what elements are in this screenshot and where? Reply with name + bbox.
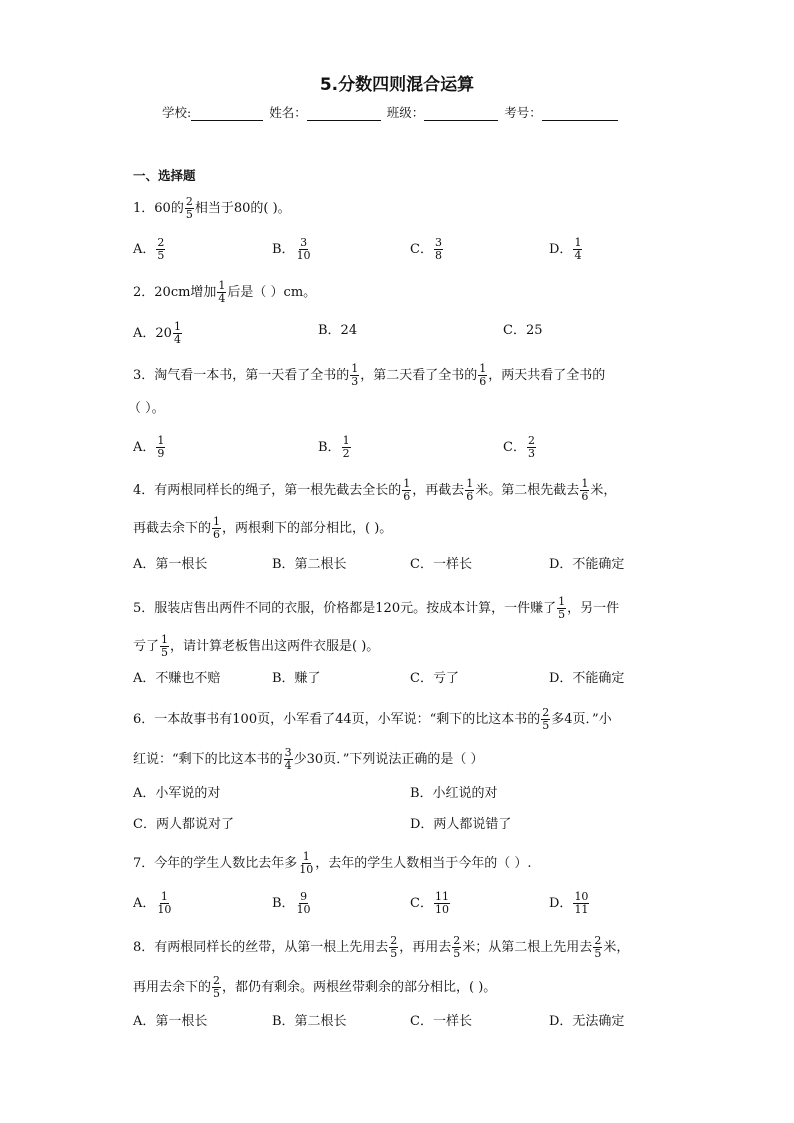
- q6-option-d[interactable]: D．两人都说错了: [410, 817, 512, 832]
- question-3-cont: （ ）。: [128, 401, 165, 416]
- q8-option-a[interactable]: A．第一根长: [133, 1014, 208, 1029]
- exam-no-label: 考号：: [504, 105, 542, 120]
- school-blank[interactable]: [191, 108, 263, 121]
- name-label: 姓名：: [269, 105, 307, 120]
- q1-option-c[interactable]: C． $\frac{3}{8}$: [410, 236, 442, 262]
- fraction: $\frac{1}{5}$: [558, 595, 566, 621]
- question-1: [133, 196, 291, 221]
- fraction: $\frac{2}{5}$: [185, 195, 193, 221]
- q7-option-c[interactable]: C． $\frac{11}{10}$: [410, 890, 449, 916]
- fraction: $\frac{2}{5}$: [594, 934, 602, 960]
- q5-option-b[interactable]: B．赚了: [272, 671, 321, 686]
- q6-option-a[interactable]: A．小军说的对: [133, 786, 221, 801]
- q4-option-c[interactable]: C．一样长: [410, 557, 472, 572]
- q7-option-a[interactable]: A． $\frac{1}{10}$: [133, 890, 172, 916]
- fraction: $\frac{1}{6}$: [466, 477, 474, 503]
- school-label: 学校:: [162, 105, 192, 120]
- name-blank[interactable]: [307, 108, 381, 121]
- fraction: $\frac{1}{4}$: [218, 279, 226, 305]
- q1-text: 1．60的: [133, 201, 184, 216]
- question-5: 5．服装店售出两件不同的衣服，价格都是120元。按成本计算，一件赚了 $\frac{1}{5}$ ，另一件: [133, 595, 620, 621]
- q2-option-c[interactable]: C．25: [503, 323, 543, 338]
- q1-option-d[interactable]: D． $\frac{1}{4}$: [549, 236, 582, 262]
- q5-option-a[interactable]: A．不赚也不赔: [133, 671, 221, 686]
- q3-option-b[interactable]: B． $\frac{1}{2}$: [318, 434, 350, 460]
- q7-option-d[interactable]: D． $\frac{10}{11}$: [549, 890, 589, 916]
- question-2: [133, 280, 316, 305]
- q1-text: 相当于80的( )。: [194, 201, 291, 216]
- question-4-cont: 再截去余下的 $\frac{1}{6}$ ，两根剩下的部分相比，( )。: [133, 515, 393, 541]
- page-title: 5.分数四则混合运算: [319, 75, 475, 95]
- question-4: 4．有两根同样长的绳子，第一根先截去全长的 $\frac{1}{6}$ ，再截去 $\frac{1}{6}$ 米。第二根先截去 $\frac{1}{6}$ 米，: [133, 477, 617, 503]
- q4-option-a[interactable]: A．第一根长: [133, 557, 208, 572]
- student-info-bar: [162, 103, 620, 121]
- q1-option-a[interactable]: A． $\frac{2}{5}$: [133, 236, 165, 262]
- class-label: 班级：: [386, 105, 425, 120]
- q6-option-b[interactable]: B．小红说的对: [410, 786, 498, 801]
- q6-option-c[interactable]: C．两人都说对了: [133, 817, 234, 832]
- q3-option-c[interactable]: C． $\frac{2}{3}$: [503, 434, 535, 460]
- question-8-cont: 再用去余下的 $\frac{2}{5}$ ，都仍有剩余。两根丝带剩余的部分相比，( )。: [133, 974, 497, 1000]
- question-8: 8．有两根同样长的丝带，从第一根上先用去 $\frac{2}{5}$ ，再用去 $\frac{2}{5}$ 米；从第二根上先用去 $\frac{2}{5}$ 米，: [133, 934, 630, 960]
- fraction: $\frac{2}{5}$: [453, 934, 461, 960]
- fraction: $\frac{1}{5}$: [161, 633, 169, 659]
- fraction: $\frac{3}{4}$: [284, 746, 292, 772]
- question-5-cont: 亏了 $\frac{1}{5}$ ，请计算老板售出这两件衣服是( )。: [133, 633, 380, 659]
- q2-text: 2．20cm增加: [133, 285, 217, 300]
- q5-option-d[interactable]: D．不能确定: [549, 671, 625, 686]
- q3-option-a[interactable]: A． $\frac{1}{9}$: [133, 434, 165, 460]
- q8-option-d[interactable]: D．无法确定: [549, 1014, 625, 1029]
- q4-option-d[interactable]: D．不能确定: [549, 557, 625, 572]
- q1-option-b[interactable]: B． $\frac{3}{10}$: [272, 236, 311, 262]
- fraction: $\frac{2}{5}$: [213, 974, 221, 1000]
- q7-option-b[interactable]: B． $\frac{9}{10}$: [272, 890, 311, 916]
- question-3: 3．淘气看一本书，第一天看了全书的 $\frac{1}{3}$ ，第二天看了全书的 $\frac{1}{6}$ ，两天共看了全书的: [133, 362, 606, 388]
- section-heading: 一、选择题: [133, 168, 196, 183]
- class-blank[interactable]: [424, 108, 498, 121]
- fraction: $\frac{2}{5}$: [390, 934, 398, 960]
- q2-text: 后是（ ）cm。: [227, 285, 317, 300]
- question-6-cont: 红说：“剩下的比这本书的 $\frac{3}{4}$ 少30页．”下列说法正确的是（ ）: [133, 746, 484, 772]
- fraction: $\frac{1}{6}$: [581, 477, 589, 503]
- fraction: $\frac{1}{6}$: [479, 362, 487, 388]
- fraction: $\frac{2}{5}$: [542, 706, 550, 732]
- question-7: 7．今年的学生人数比去年多 $\frac{1}{10}$ ，去年的学生人数相当于今年的（ ）.: [133, 850, 532, 876]
- q8-option-b[interactable]: B．第二根长: [272, 1014, 347, 1029]
- q5-option-c[interactable]: C．亏了: [410, 671, 459, 686]
- q2-option-a[interactable]: A．20 $\frac{1}{4}$: [133, 320, 181, 346]
- q2-option-b[interactable]: B．24: [318, 323, 358, 338]
- exam-no-blank[interactable]: [542, 108, 618, 121]
- question-6: 6．一本故事书有100页，小军看了44页，小军说：“剩下的比这本书的 $\frac{2}{5}$ 多4页．”小: [133, 706, 612, 732]
- fraction: $\frac{1}{6}$: [213, 515, 221, 541]
- q4-option-b[interactable]: B．第二根长: [272, 557, 347, 572]
- q8-option-c[interactable]: C．一样长: [410, 1014, 472, 1029]
- fraction: $\frac{1}{6}$: [403, 477, 411, 503]
- fraction: $\frac{1}{3}$: [351, 362, 359, 388]
- fraction: $\frac{1}{10}$: [299, 850, 314, 876]
